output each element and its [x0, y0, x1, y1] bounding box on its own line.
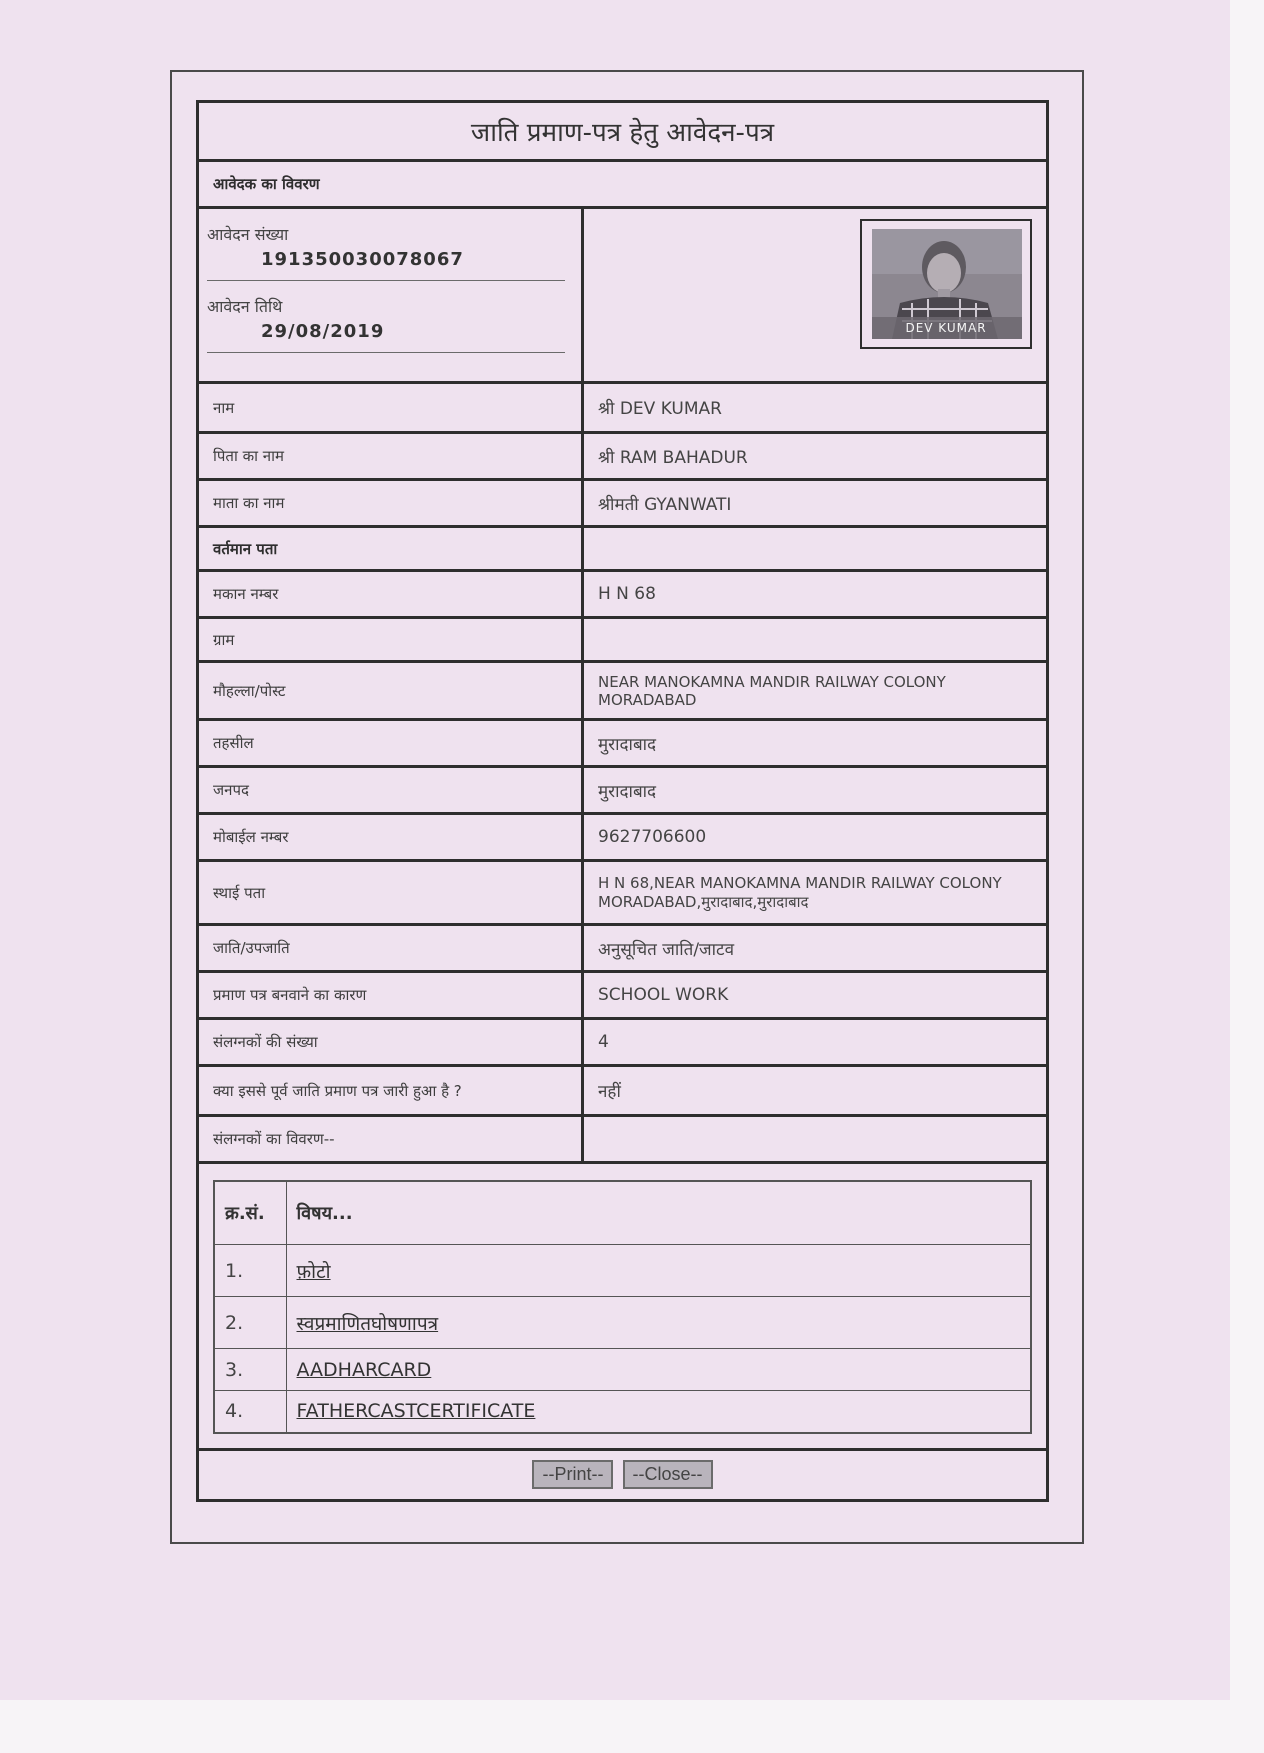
application-info	[198, 208, 583, 383]
attachment-link[interactable]: AADHARCARD	[296, 1358, 432, 1381]
field-label: संलग्नकों का विवरण--	[198, 1116, 583, 1163]
attachment-link[interactable]: फ़ोटो	[296, 1260, 331, 1283]
field-value: NEAR MANOKAMNA MANDIR RAILWAY COLONY MORADABAD	[583, 662, 1048, 720]
divider	[207, 352, 565, 353]
attachment-row	[286, 1245, 1031, 1297]
attachment-row	[286, 1297, 1031, 1349]
field-value: श्री DEV KUMAR	[583, 383, 1048, 433]
attachment-row	[286, 1391, 1031, 1433]
field-value: नहीं	[583, 1066, 1048, 1116]
section-heading: आवेदक का विवरण	[198, 161, 1048, 208]
form-title: जाति प्रमाण-पत्र हेतु आवेदन-पत्र	[198, 102, 1048, 161]
attachments-table	[213, 1180, 1032, 1434]
applicant-photo	[860, 219, 1032, 349]
field-label: ग्राम	[198, 618, 583, 662]
divider	[207, 280, 565, 281]
column-header-serial: क्र.सं.	[214, 1181, 286, 1245]
field-value: 4	[583, 1019, 1048, 1066]
field-value	[583, 527, 1048, 571]
field-value: श्रीमती GYANWATI	[583, 480, 1048, 527]
attachments-section	[198, 1163, 1048, 1450]
field-label: जाति/उपजाति	[198, 925, 583, 972]
field-value: SCHOOL WORK	[583, 972, 1048, 1019]
close-button[interactable]: --Close--	[623, 1460, 713, 1489]
field-label: मकान नम्बर	[198, 571, 583, 618]
field-label: स्थाई पता	[198, 861, 583, 925]
field-value: श्री RAM BAHADUR	[583, 433, 1048, 480]
field-label: माता का नाम	[198, 480, 583, 527]
field-label: मौहल्ला/पोस्ट	[198, 662, 583, 720]
application-date-label: आवेदन तिथि	[207, 297, 283, 316]
field-value	[583, 1116, 1048, 1163]
attachment-row	[286, 1349, 1031, 1391]
column-header-subject: विषय...	[286, 1181, 1031, 1245]
field-label: नाम	[198, 383, 583, 433]
field-label: जनपद	[198, 767, 583, 814]
application-number-label: आवेदन संख्या	[207, 225, 289, 244]
field-value	[583, 618, 1048, 662]
application-form	[196, 100, 1049, 1502]
print-button[interactable]: --Print--	[532, 1460, 613, 1489]
field-value: H N 68	[583, 571, 1048, 618]
application-date: 29/08/2019	[261, 321, 385, 342]
field-label: क्या इससे पूर्व जाति प्रमाण पत्र जारी हुआ है ?	[198, 1066, 583, 1116]
field-value: मुरादाबाद	[583, 720, 1048, 767]
attachment-serial: 2.	[214, 1297, 286, 1349]
field-value: मुरादाबाद	[583, 767, 1048, 814]
field-label: पिता का नाम	[198, 433, 583, 480]
attachment-serial: 3.	[214, 1349, 286, 1391]
field-label: प्रमाण पत्र बनवाने का कारण	[198, 972, 583, 1019]
attachment-serial: 1.	[214, 1245, 286, 1297]
field-value: 9627706600	[583, 814, 1048, 861]
field-label: मोबाईल नम्बर	[198, 814, 583, 861]
field-label: वर्तमान पता	[198, 527, 583, 571]
photo-cell	[583, 208, 1048, 383]
field-label: तहसील	[198, 720, 583, 767]
application-number: 191350030078067	[261, 249, 464, 270]
scan-margin-bottom	[0, 1700, 1264, 1753]
attachment-serial: 4.	[214, 1391, 286, 1433]
field-value: अनुसूचित जाति/जाटव	[583, 925, 1048, 972]
scan-margin-right	[1230, 0, 1264, 1753]
field-value: H N 68,NEAR MANOKAMNA MANDIR RAILWAY COLONY MORADABAD,मुरादाबाद,मुरादाबाद	[583, 861, 1048, 925]
photo-caption: DEV KUMAR	[905, 321, 987, 335]
field-label: संलग्नकों की संख्या	[198, 1019, 583, 1066]
button-row	[198, 1449, 1048, 1500]
attachment-link[interactable]: स्वप्रमाणितघोषणापत्र	[296, 1312, 439, 1335]
attachment-link[interactable]: FATHERCASTCERTIFICATE	[296, 1400, 536, 1423]
